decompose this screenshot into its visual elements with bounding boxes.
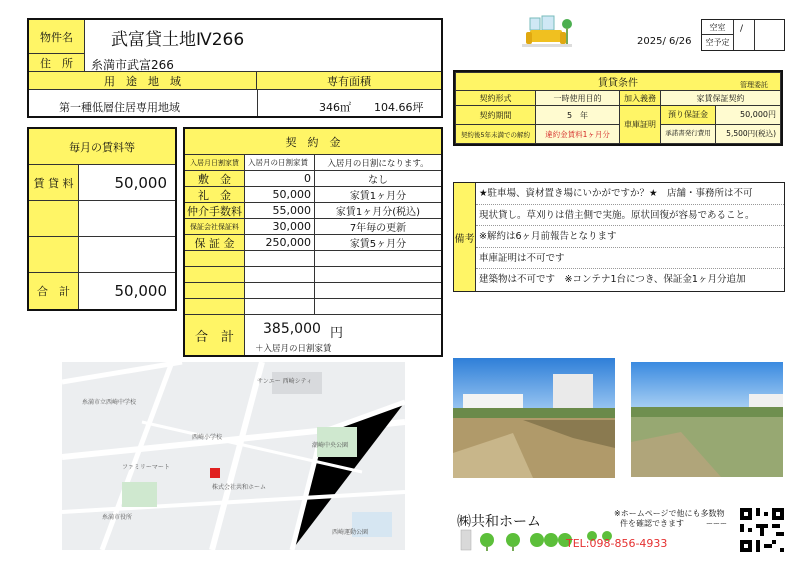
map-label-4: 潮崎中央公園 [312, 442, 349, 449]
company-tel[interactable]: TEL:098-856-4933 [566, 537, 668, 550]
cancel-value: 違約金賃料1ヶ月分 [536, 125, 620, 144]
vacancy-divider [754, 20, 755, 50]
contract-total-note: ＋入居月の日割家賃 [255, 344, 332, 354]
property-name: 武富貸土地Ⅳ266 [111, 30, 245, 50]
blank-label-2 [29, 237, 79, 273]
contract-row [185, 219, 441, 235]
remarks-label: 備考 [454, 183, 476, 291]
contract-row-note: 入居月の日割になります。 [327, 158, 429, 169]
vacancy-planned-label: 空予定 [702, 35, 734, 50]
map-label-5: ファミリーマート [122, 464, 170, 471]
remarks-line: 車庫証明は不可です [476, 248, 784, 270]
address-value: 糸満市武富266 [91, 58, 174, 72]
contract-row [185, 267, 441, 283]
blank-value-1 [79, 201, 175, 237]
site-photo-1 [453, 358, 615, 478]
blank-value-2 [79, 237, 175, 273]
doc-fee-label: 承諾書発行費用 [661, 125, 716, 143]
property-name-label: 物件名 [29, 20, 85, 54]
monthly-total-label: 合 計 [29, 273, 79, 309]
type-label: 契約形式 [456, 91, 536, 106]
contract-row-amount: 30,000 [245, 219, 315, 234]
address-row-line [85, 54, 441, 72]
contract-row-label [185, 251, 245, 266]
contract-row [185, 251, 441, 267]
cancel-label: 契約後5年未満での解約 [456, 125, 536, 144]
management-note: 管理委託 [740, 81, 768, 89]
contract-row-note [315, 283, 441, 298]
contract-row-amount: 250,000 [245, 235, 315, 250]
contract-row-label: 保証会社保証料 [185, 219, 245, 234]
remarks-line: ★駐車場、資材置き場にいかがですか？★ 店舗・事務所は不可 [476, 183, 784, 205]
parking-cert-label: 車庫証明 [620, 106, 661, 144]
deposit-label: 預り保証金 [661, 106, 716, 124]
contract-total-value: 385,000 [263, 321, 321, 337]
contract-row-note: なし [368, 175, 388, 186]
vacancy-box [701, 19, 785, 51]
insurance-value: 家賃保証契約 [661, 91, 781, 106]
rent-value: 50,000 [79, 165, 175, 201]
vacancy-label: 空室 [702, 20, 734, 35]
doc-fee-value: 5,500円(税込) [726, 129, 776, 139]
contract-row-note: 家賃1ヶ月分 [349, 191, 407, 202]
monthly-total-value: 50,000 [114, 282, 167, 300]
monthly-rent-box [27, 127, 177, 311]
zoning-value: 第一種低層住居専用地域 [59, 101, 180, 114]
contract-row-amount [245, 267, 315, 282]
insurance-label: 加入義務 [620, 91, 661, 106]
contract-row-amount: 0 [245, 171, 315, 186]
contract-row [185, 187, 441, 203]
blank-label-1 [29, 201, 79, 237]
area-tsubo: 104.66坪 [374, 101, 424, 114]
property-title-box [27, 18, 443, 118]
contract-row-note [315, 267, 441, 282]
contract-row [185, 203, 441, 219]
remarks-box [453, 182, 785, 292]
contract-total-unit: 円 [330, 326, 344, 341]
deposit-value: 50,000円 [740, 110, 776, 120]
contract-row-label: 保 証 金 [185, 235, 245, 250]
location-map [62, 362, 405, 550]
remarks-line: 現状貸し。草刈りは借主側で実施。原状回復が容易であること。 [476, 205, 784, 227]
rent-label: 賃 貸 料 [29, 165, 79, 201]
period-value: 5 年 [536, 106, 620, 125]
homepage-note-1: ※ホームページで他にも多数物 [614, 509, 725, 518]
contract-row-amount: 50,000 [245, 187, 315, 202]
contract-row-amount [245, 251, 315, 266]
issue-date: 2025/ 6/26 [637, 36, 692, 47]
map-label-0: サンエー 西崎シティ [257, 378, 313, 385]
contract-row-amount [245, 283, 315, 298]
contract-row [185, 171, 441, 187]
site-photo-2 [631, 362, 783, 477]
contract-row-label: 敷 金 [185, 171, 245, 186]
contract-row [185, 299, 441, 315]
area-divider [257, 90, 258, 116]
contract-row-amount: 入居月の日割家賃 [245, 155, 315, 170]
zoning-label: 用 途 地 域 [29, 72, 257, 90]
map-label-7: 西崎運動公園 [332, 529, 369, 536]
lease-conditions-box [453, 70, 783, 146]
map-label-3: 株式会社共和ホーム [212, 484, 267, 491]
contract-row-note: 家賃1ヶ月分(税込) [335, 207, 421, 218]
contract-rows [185, 155, 441, 315]
period-label: 契約期間 [456, 106, 536, 125]
vacancy-mark: / [740, 24, 744, 34]
contract-row-label: 仲介手数料 [185, 203, 245, 218]
type-value: 一時使用目的 [536, 91, 620, 106]
area-label: 専有面積 [257, 72, 441, 90]
remarks-line: ※解約は6ヶ月前報告となります [476, 226, 784, 248]
map-label-1: 糸満市立西崎中学校 [82, 399, 137, 406]
contract-row [185, 283, 441, 299]
contract-row-label: 入居月日割家賃 [185, 155, 245, 170]
lease-title: 賃貸条件 [598, 78, 638, 89]
contract-row-amount: 55,000 [245, 203, 315, 218]
contract-row-note [315, 251, 441, 266]
contract-row-label [185, 299, 245, 314]
contract-row-note [315, 299, 441, 314]
address-label: 住 所 [29, 54, 85, 72]
monthly-title: 毎月の賃料等 [29, 129, 175, 165]
qr-code-icon[interactable] [740, 508, 784, 552]
company-name: ㈱共和ホーム [457, 514, 541, 530]
contract-row-label: 礼 金 [185, 187, 245, 202]
contract-row [185, 235, 441, 251]
contract-row-label [185, 283, 245, 298]
contract-total-label: 合 計 [185, 315, 245, 355]
contract-row-note: 家賃5ヶ月分 [349, 239, 407, 250]
area-m2: 346㎡ [319, 101, 351, 114]
map-label-6: 糸満市役所 [102, 514, 133, 521]
contract-row-note: 7年毎の更新 [349, 223, 407, 234]
contract-row-label [185, 267, 245, 282]
contract-money-box [183, 127, 443, 357]
contract-row-amount [245, 299, 315, 314]
contract-title: 契 約 金 [185, 129, 441, 155]
sofa-icon [520, 14, 574, 54]
remarks-lines [476, 183, 784, 291]
homepage-note-3: ーーー [706, 520, 727, 528]
map-label-2: 西崎小学校 [192, 434, 223, 441]
homepage-note-2: 件を確認できます [620, 519, 684, 528]
remarks-line: 建築物は不可です ※コンテナ1台につき、保証金1ヶ月分追加 [479, 274, 746, 286]
contract-row [185, 155, 441, 171]
